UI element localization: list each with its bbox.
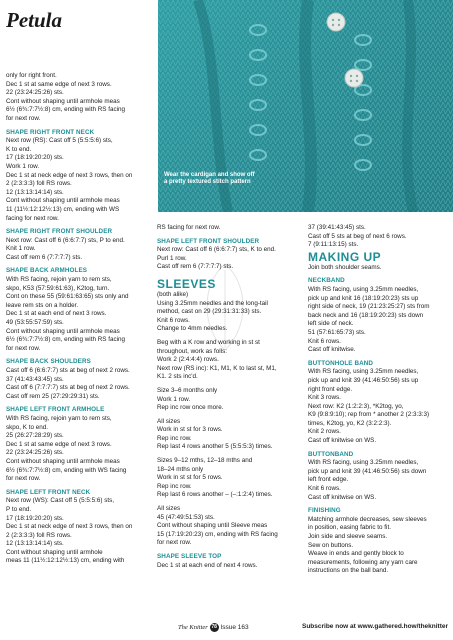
instruction-line: 6½ (6¾:7:7½:8) cm, ending with RS facing	[6, 106, 126, 114]
instruction-line: Rep inc row once more.	[157, 404, 224, 412]
instruction-line: Knit 2 rows.	[308, 428, 341, 436]
instruction-line: Dec 1 st at same edge of next 3 rows.	[6, 80, 112, 88]
instruction-line: Work 1 row.	[157, 395, 191, 403]
instruction-line: Next row (RS): Cast off 5 (5:5:5:6) sts,	[6, 137, 113, 145]
section-heading: BUTTONHOLE BAND	[308, 359, 374, 367]
instruction-line: K9 (9:8:9:10); rep from * another 2 (2:3:3:3)	[308, 411, 430, 419]
instruction-line: Cont on these 55 (59:61:63:65) sts only and	[6, 293, 129, 301]
section-heading: SHAPE LEFT FRONT SHOULDER	[157, 237, 260, 245]
instruction-line: Using 3.25mm needles and the long-tail	[157, 299, 268, 307]
instruction-line: Change to 4mm needles.	[157, 325, 228, 333]
instruction-line: Cast off knitwise on WS.	[308, 437, 377, 445]
instruction-line: Cast off rem 6 (7:7:7:7) sts.	[157, 263, 234, 271]
instruction-line: Join both shoulder seams.	[308, 263, 382, 271]
instruction-line: Cast off 5 sts at beg of next 6 rows.	[308, 232, 407, 240]
footer-left	[178, 623, 249, 632]
instruction-line: Work 2 (2:4:4:4) rows.	[157, 356, 219, 364]
instruction-line: Cast off rem 6 (7:7:7:7) sts.	[6, 253, 83, 261]
instruction-line: Next row: Cast off 6 (6:6:7:7) sts, K to end.	[157, 246, 276, 254]
instruction-line: Rep inc row.	[157, 482, 192, 490]
instruction-line: Cont without shaping until armhole meas	[6, 97, 120, 105]
instruction-line: Knit 6 rows.	[308, 337, 341, 345]
instruction-line: Next row: K2 (1:2:2:3), *K2tog, yo,	[308, 402, 404, 410]
instruction-line: skpo, K to end.	[6, 423, 49, 431]
instruction-line: only for right front.	[6, 72, 57, 79]
subscribe-line: Subscribe now at www.gathered.how/theknitter	[302, 623, 449, 630]
instruction-line: Cont without shaping until armhole	[6, 548, 103, 556]
instruction-line: Matching armhole decreases, sew sleeves	[308, 515, 427, 523]
pattern-title: Petula	[6, 8, 62, 32]
instruction-line: Cast off knitwise on WS.	[308, 493, 377, 501]
page-number: 78	[211, 624, 217, 630]
instruction-line: Sew on buttons.	[308, 541, 354, 549]
instruction-line: instructions on the ball band.	[308, 567, 389, 575]
photo-caption: Wear the cardigan and show off a pretty textured stitch pattern	[164, 172, 255, 185]
instruction-line: for next row.	[6, 344, 41, 352]
instruction-line: 2 (2:3:3:3) foll RS rows.	[6, 180, 72, 188]
instruction-line: 22 (23:24:25:26) sts.	[6, 89, 64, 97]
instruction-line: 37 (39:41:43:45) sts.	[308, 224, 366, 231]
instruction-line: back neck and 16 (18:19:20:23) sts down	[308, 311, 424, 319]
instruction-line: 49 (53:55:57:59) sts.	[6, 319, 64, 327]
instruction-line: Beg with a K row and working in st st	[157, 338, 260, 346]
product-photo	[158, 0, 453, 212]
instruction-line: Dec 1 st at neck edge of next 3 rows, then on	[6, 171, 133, 179]
instruction-line: right front edge.	[308, 385, 353, 393]
issue-number: Issue 163	[220, 624, 249, 632]
instruction-line: pick up and knit 16 (18:19:20:23) sts up	[308, 294, 419, 302]
instruction-line: Work 1 row.	[6, 162, 40, 170]
instruction-line: Rep inc row.	[157, 434, 192, 442]
instruction-line: 17 (18:19:20:20) sts.	[6, 154, 64, 162]
instruction-line: Purl 1 row.	[157, 254, 187, 262]
instruction-line: 25 (26:27:28:29) sts.	[6, 432, 64, 440]
instruction-line: 12 (13:13:14:14) sts.	[6, 188, 64, 196]
instruction-line: RS facing for next row.	[157, 224, 221, 231]
instruction-line: Cast off knitwise.	[308, 346, 356, 354]
instruction-line: Dec 1 st at each end of next 3 rows.	[6, 310, 107, 318]
section-heading: SHAPE LEFT FRONT NECK	[6, 488, 91, 496]
instruction-line: Cont without shaping until armhole meas	[6, 197, 120, 205]
instruction-line: Size 3–6 months only	[157, 386, 218, 394]
instruction-line: pick up and knit 39 (41:46:50:56) sts up	[308, 376, 419, 384]
instruction-line: left side of neck.	[308, 320, 354, 328]
instruction-line: K1. 2 sts inc'd.	[157, 373, 198, 381]
instruction-line: Dec 1 st at same edge of next 3 rows.	[6, 440, 112, 448]
instruction-line: 37 (41:43:43:45) sts.	[6, 375, 64, 383]
instruction-line: With RS facing, using 3.25mm needles,	[308, 368, 419, 376]
instruction-line: Dec 1 st at each end of next 4 rows.	[157, 561, 258, 569]
instruction-line: Work in st st for 5 rows.	[157, 474, 223, 482]
instruction-line: pick up and knit 39 (41:46:50:56) sts down	[308, 467, 427, 475]
instruction-line: K to end.	[6, 145, 32, 153]
instruction-line: With RS facing, rejoin yarn to rem sts,	[6, 414, 112, 422]
section-heading: NECKBAND	[308, 277, 345, 285]
instruction-line: measurements, following any yarn care	[308, 558, 418, 566]
instruction-line: meas 11 (11½:12:12½:13) cm, ending with	[6, 557, 125, 565]
section-heading: SHAPE BACK ARMHOLES	[6, 267, 88, 275]
instruction-line: 51 (57:61:65:73) sts.	[308, 328, 366, 336]
instruction-line: All sizes	[157, 505, 181, 513]
instruction-line: 22 (23:24:25:26) sts.	[6, 449, 64, 457]
instruction-line: 7 (9:11:13:15) sts.	[308, 241, 359, 249]
instruction-line: left front edge.	[308, 476, 349, 484]
instruction-line: Rep last 6 rows another – (–:1:2:4) times.	[157, 491, 273, 499]
instruction-line: method, cast on 29 (29:31:31:33) sts.	[157, 308, 262, 316]
column-left	[6, 72, 152, 566]
instruction-line: (both alike)	[157, 290, 189, 298]
instruction-line: Weave in ends and gently block to	[308, 550, 404, 558]
instruction-line: All sizes	[157, 417, 181, 425]
instruction-line: Cont without shaping until armhole meas	[6, 327, 120, 335]
instruction-line: Dec 1 st at neck edge of next 3 rows, then on	[6, 523, 133, 531]
instruction-line: in position, easing fabric to fit.	[308, 524, 391, 532]
magazine-name: The Knitter	[178, 624, 208, 632]
major-heading: MAKING UP	[308, 249, 382, 264]
section-heading: SHAPE BACK SHOULDERS	[6, 358, 91, 366]
instruction-line: Knit 6 rows.	[308, 485, 341, 493]
instruction-line: 11 (11½:12:12½:13) cm, ending with WS	[6, 205, 120, 213]
instruction-line: Cont without shaping until Sleeve meas	[157, 522, 268, 530]
instruction-line: P to end.	[6, 505, 32, 513]
section-heading: SHAPE LEFT FRONT ARMHOLE	[6, 406, 105, 414]
instruction-line: facing for next row.	[6, 214, 59, 222]
instruction-line: Cast off 6 (6:6:7:7) sts at beg of next 2 rows.	[6, 367, 130, 374]
section-heading: SHAPE RIGHT FRONT NECK	[6, 128, 95, 136]
instruction-line: skpo, K53 (57:59:61:63), K2tog, turn.	[6, 284, 110, 292]
instruction-line: 6½ (6¾:7:7½:8) cm, ending with WS facing	[6, 466, 127, 474]
instruction-line: for next row.	[6, 114, 41, 122]
instruction-line: 45 (47:49:51:53) sts.	[157, 513, 215, 521]
major-heading: SLEEVES	[157, 276, 216, 291]
section-heading: SHAPE SLEEVE TOP	[157, 553, 222, 560]
section-heading: BUTTONBAND	[308, 450, 354, 458]
instruction-line: Cont without shaping until armhole meas	[6, 457, 120, 465]
instruction-line: With RS facing, rejoin yarn to rem sts,	[6, 276, 112, 284]
instruction-line: 15 (17:19:20:23) cm, ending with RS facing	[157, 530, 278, 538]
instruction-line: Next row (WS): Cast off 5 (5:5:5:6) sts,	[6, 497, 115, 505]
instruction-line: for next row.	[6, 475, 41, 483]
instruction-line: 17 (18:19:20:20) sts.	[6, 514, 64, 522]
column-middle	[157, 224, 303, 570]
section-heading: FINISHING	[308, 507, 341, 515]
instruction-line: Join side and sleeve seams.	[308, 533, 388, 540]
instruction-line: With RS facing, using 3.25mm needles,	[308, 459, 419, 467]
instruction-line: 18–24 mths only	[157, 465, 204, 473]
instruction-line: Next row: Cast off 6 (6:6:7:7) sts, P to end.	[6, 236, 125, 244]
instruction-line: leave rem sts on a holder.	[6, 301, 79, 309]
instruction-line: 2 (2:3:3:3) foll RS rows.	[6, 531, 72, 539]
instruction-line: Cast off rem 25 (27:29:29:31) sts.	[6, 392, 100, 400]
instruction-line: right side of neck, 19 (21:23:25:27) sts from	[308, 303, 430, 311]
instruction-line: Next row (RS inc): K1, M1, K to last st, M1,	[157, 364, 277, 372]
instruction-line: Knit 3 rows.	[308, 394, 341, 402]
instruction-line: Sizes 9–12 mths, 12–18 mths and	[157, 457, 253, 465]
instruction-line: Knit 6 rows.	[157, 316, 190, 324]
section-heading: SHAPE RIGHT FRONT SHOULDER	[6, 228, 113, 236]
instruction-line: times, K2tog, yo, K2 (3:2:2:3).	[308, 419, 392, 427]
instruction-line: Work in st st for 3 rows.	[157, 426, 223, 434]
instruction-line: 12 (13:13:14:14) sts.	[6, 540, 64, 548]
instruction-line: for next row.	[157, 539, 192, 547]
instruction-line: 6½ (6¾:7:7½:8) cm, ending with RS facing	[6, 336, 126, 344]
column-right	[308, 224, 450, 576]
instruction-line: Cast off 6 (7:7:7:7) sts at beg of next 2 rows.	[6, 384, 130, 392]
instruction-line: Rep last 4 rows another 5 (5:5:5:3) times.	[157, 443, 273, 451]
instruction-line: throughout, work as folls:	[157, 347, 228, 355]
instruction-line: With RS facing, using 3.25mm needles,	[308, 285, 419, 293]
instruction-line: Knit 1 row.	[6, 245, 36, 253]
